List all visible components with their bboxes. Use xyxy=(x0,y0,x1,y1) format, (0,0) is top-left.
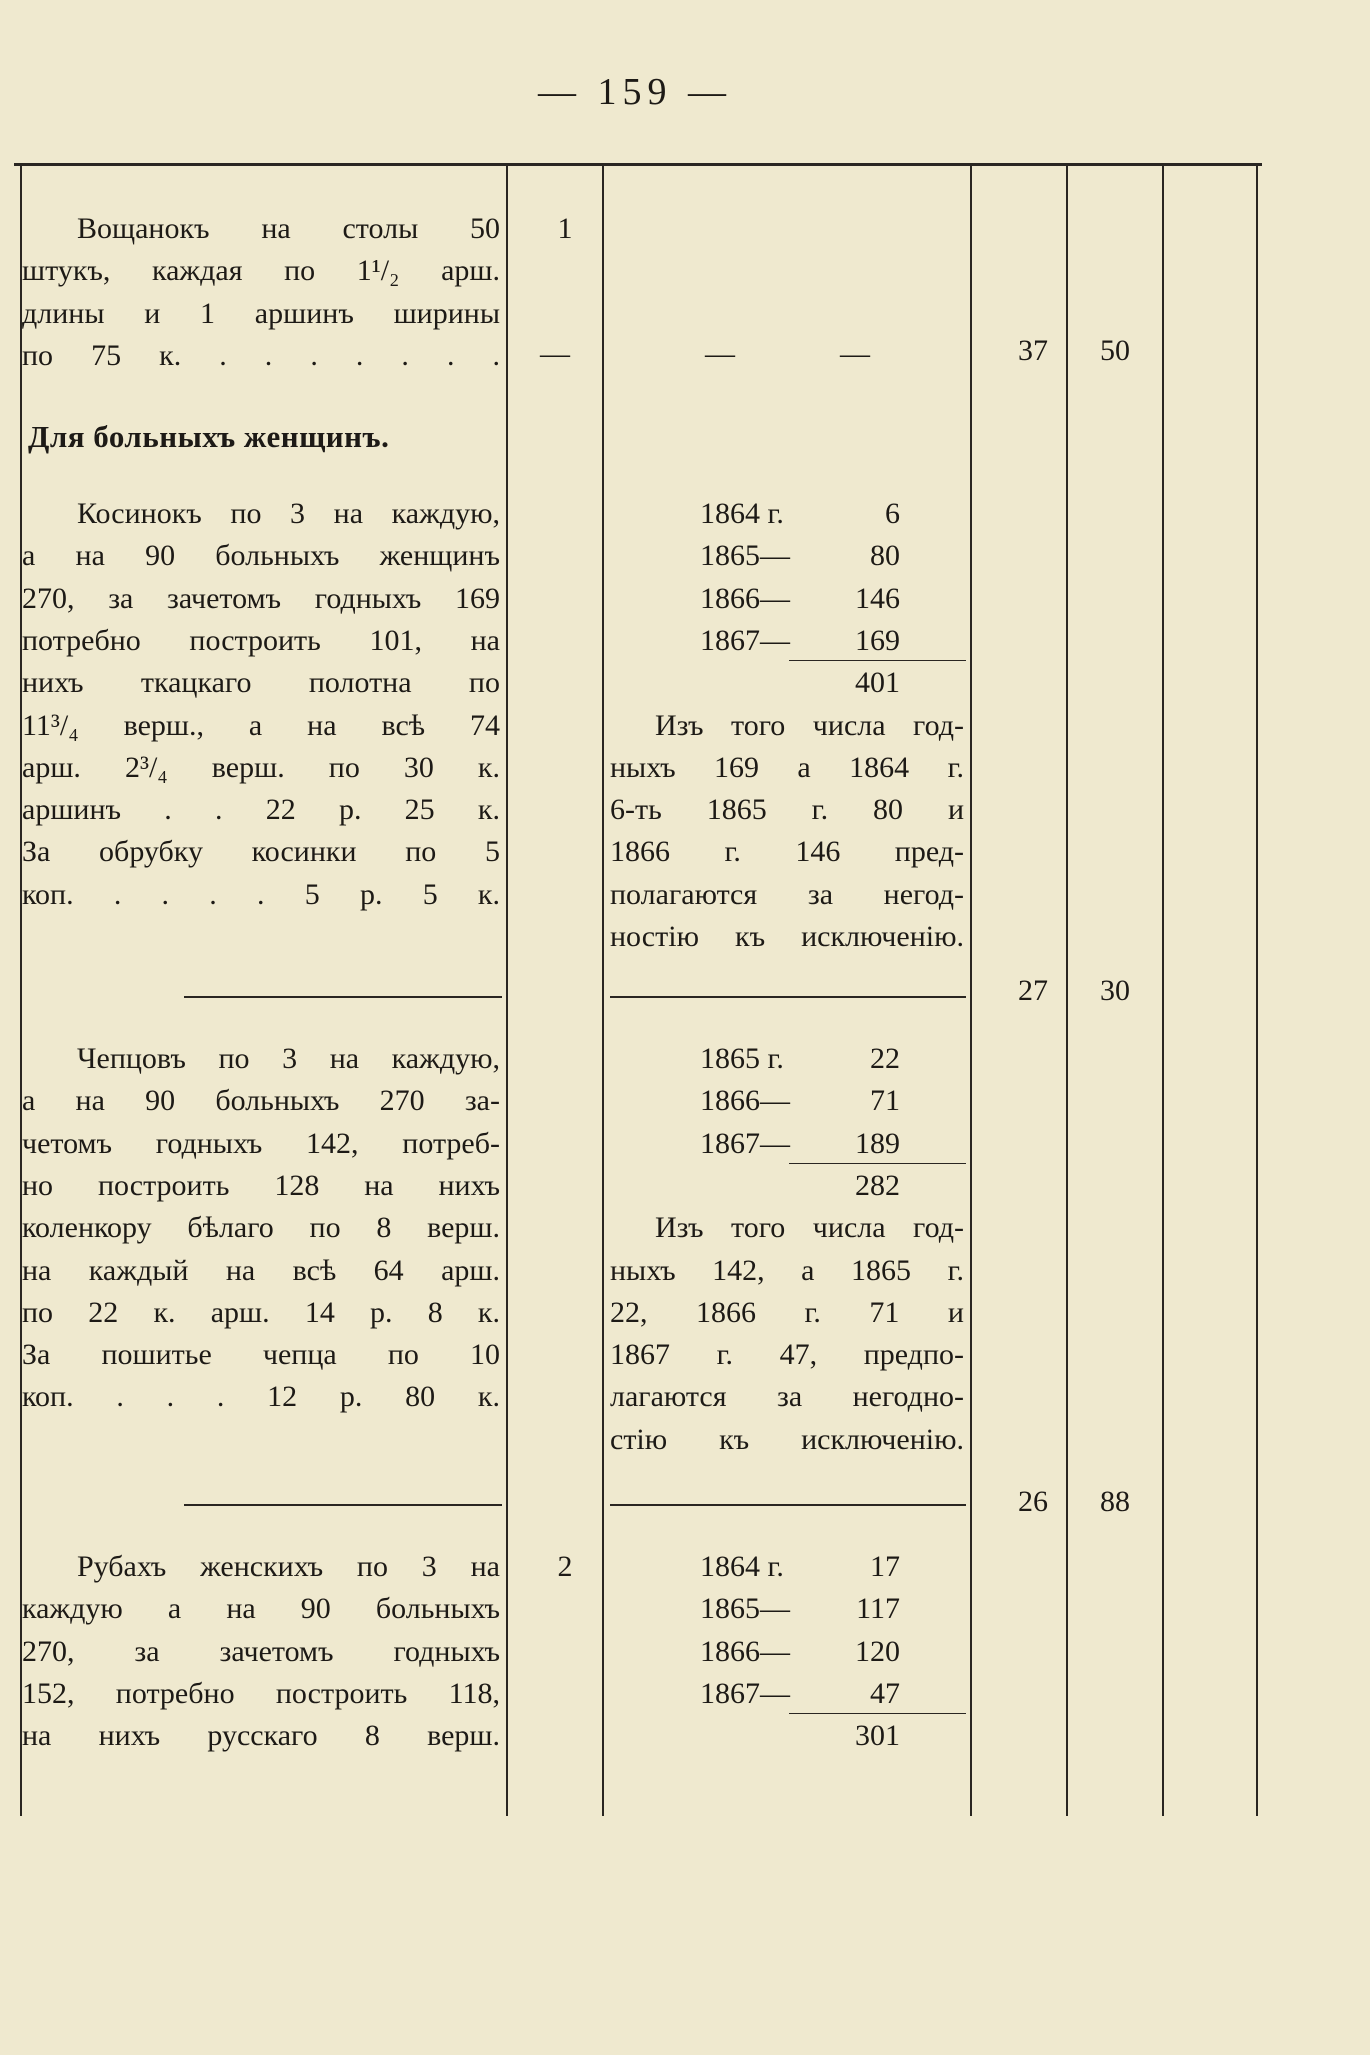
description-line: Косинокъ по 3 на каждую, xyxy=(77,497,500,530)
description-line: арш. 2³/₄ верш. по 30 к. xyxy=(22,750,500,784)
year-count: 47 xyxy=(870,1676,900,1710)
note-line: полагаются за негод- xyxy=(610,877,964,911)
table-top-rule xyxy=(14,163,1262,166)
description-line: За пошитье чепца по 10 xyxy=(22,1338,500,1372)
description-line: 270, за зачетомъ годныхъ 169 xyxy=(22,581,500,615)
year-label: 1865— xyxy=(700,539,790,573)
rubles: 37 xyxy=(1018,334,1048,367)
sum-rule xyxy=(789,660,966,661)
description-line: аршинъ . . 22 р. 25 к. xyxy=(22,793,500,827)
year-label: 1864 г. xyxy=(700,1550,784,1583)
sum-rule xyxy=(789,1713,966,1714)
column-rule xyxy=(20,164,22,1816)
description-line: Вощанокъ на столы 50 xyxy=(77,212,500,245)
note-line: 1866 г. 146 пред- xyxy=(610,835,964,869)
year-count: 6 xyxy=(885,497,900,530)
description-line: а на 90 больныхъ 270 за- xyxy=(22,1084,500,1118)
description-line: коп. . . . . 5 р. 5 к. xyxy=(22,877,500,911)
description-line: на нихъ русскаго 8 верш. xyxy=(22,1719,500,1753)
year-count: 80 xyxy=(870,539,900,573)
description-line: штукъ, каждая по 1¹/₂ арш. xyxy=(22,254,500,288)
description-line: 270, за зачетомъ годныхъ xyxy=(22,1634,500,1668)
description-line: Рубахъ женскихъ по 3 на xyxy=(77,1550,500,1583)
year-total: 301 xyxy=(855,1719,900,1753)
year-label: 1866— xyxy=(700,1634,790,1668)
year-label: 1866— xyxy=(700,1084,790,1118)
note-line: Изъ того числа год- xyxy=(655,708,964,742)
row-separator xyxy=(610,1504,966,1506)
description-line: 11³/₄ верш., а на всѣ 74 xyxy=(22,708,500,742)
year-label: 1867— xyxy=(700,623,790,657)
year-label: 1867— xyxy=(700,1676,790,1710)
description-line: За обрубку косинки по 5 xyxy=(22,835,500,869)
description-line: а на 90 больныхъ женщинъ xyxy=(22,539,500,573)
description-line: нихъ ткацкаго полотна по xyxy=(22,666,500,700)
note-line: 22, 1866 г. 71 и xyxy=(610,1295,964,1329)
description-line: по 75 к. . . . . . . . xyxy=(22,338,500,372)
note-line: 6-ть 1865 г. 80 и xyxy=(610,793,964,827)
sum-rule xyxy=(789,1163,966,1164)
column-rule xyxy=(1256,164,1258,1816)
note-line: 1867 г. 47, предпо- xyxy=(610,1338,964,1372)
rubles: 27 xyxy=(1018,974,1048,1007)
year-count: 117 xyxy=(856,1592,900,1626)
row-separator xyxy=(610,996,966,998)
year-total: 282 xyxy=(855,1168,900,1202)
description-line: по 22 к. арш. 14 р. 8 к. xyxy=(22,1295,500,1329)
year-count: 120 xyxy=(855,1634,900,1668)
quantity: 2 xyxy=(557,1550,573,1583)
note-line: лагаются за негодно- xyxy=(610,1380,964,1414)
quantity: 1 xyxy=(557,212,573,245)
year-total: 401 xyxy=(855,666,900,700)
description-line: Чепцовъ по 3 на каждую, xyxy=(77,1042,500,1075)
row-separator xyxy=(184,996,502,998)
row-separator xyxy=(184,1504,502,1506)
column-rule xyxy=(1066,164,1068,1816)
note-line: Изъ того числа год- xyxy=(655,1211,964,1245)
year-label: 1866— xyxy=(700,581,790,615)
column-rule xyxy=(1162,164,1164,1816)
year-count: 169 xyxy=(855,623,900,657)
kopecks: 50 xyxy=(1100,334,1130,367)
page-number: — 159 — xyxy=(538,71,732,113)
column-rule xyxy=(970,164,972,1816)
dash: — xyxy=(840,337,870,370)
dash: — xyxy=(540,337,570,370)
description-line: но построить 128 на нихъ xyxy=(22,1168,500,1202)
description-line: на каждый на всѣ 64 арш. xyxy=(22,1253,500,1287)
column-rule xyxy=(506,164,508,1816)
year-label: 1867— xyxy=(700,1126,790,1160)
year-label: 1865 г. xyxy=(700,1042,784,1075)
year-count: 71 xyxy=(870,1084,900,1118)
column-rule xyxy=(602,164,604,1816)
note-line: ныхъ 142, а 1865 г. xyxy=(610,1253,964,1287)
section-heading: Для больныхъ женщинъ. xyxy=(28,419,390,454)
year-label: 1865— xyxy=(700,1592,790,1626)
description-line: 152, потребно построить 118, xyxy=(22,1676,500,1710)
year-count: 17 xyxy=(870,1550,900,1583)
description-line: каждую а на 90 больныхъ xyxy=(22,1592,500,1626)
dash: — xyxy=(705,337,735,370)
year-count: 22 xyxy=(870,1042,900,1075)
note-line: ныхъ 169 а 1864 г. xyxy=(610,750,964,784)
note-line: стію къ исключенію. xyxy=(610,1422,964,1456)
description-line: длины и 1 аршинъ ширины xyxy=(22,296,500,330)
note-line: ностію къ исключенію. xyxy=(610,920,964,953)
year-count: 189 xyxy=(855,1126,900,1160)
year-label: 1864 г. xyxy=(700,497,784,530)
rubles: 26 xyxy=(1018,1485,1048,1518)
description-line: потребно построить 101, на xyxy=(22,623,500,657)
kopecks: 30 xyxy=(1100,974,1130,1007)
description-line: четомъ годныхъ 142, потреб- xyxy=(22,1126,500,1160)
year-count: 146 xyxy=(855,581,900,615)
kopecks: 88 xyxy=(1100,1485,1130,1518)
description-line: коленкору бѣлаго по 8 верш. xyxy=(22,1211,500,1245)
description-line: коп. . . . 12 р. 80 к. xyxy=(22,1380,500,1414)
